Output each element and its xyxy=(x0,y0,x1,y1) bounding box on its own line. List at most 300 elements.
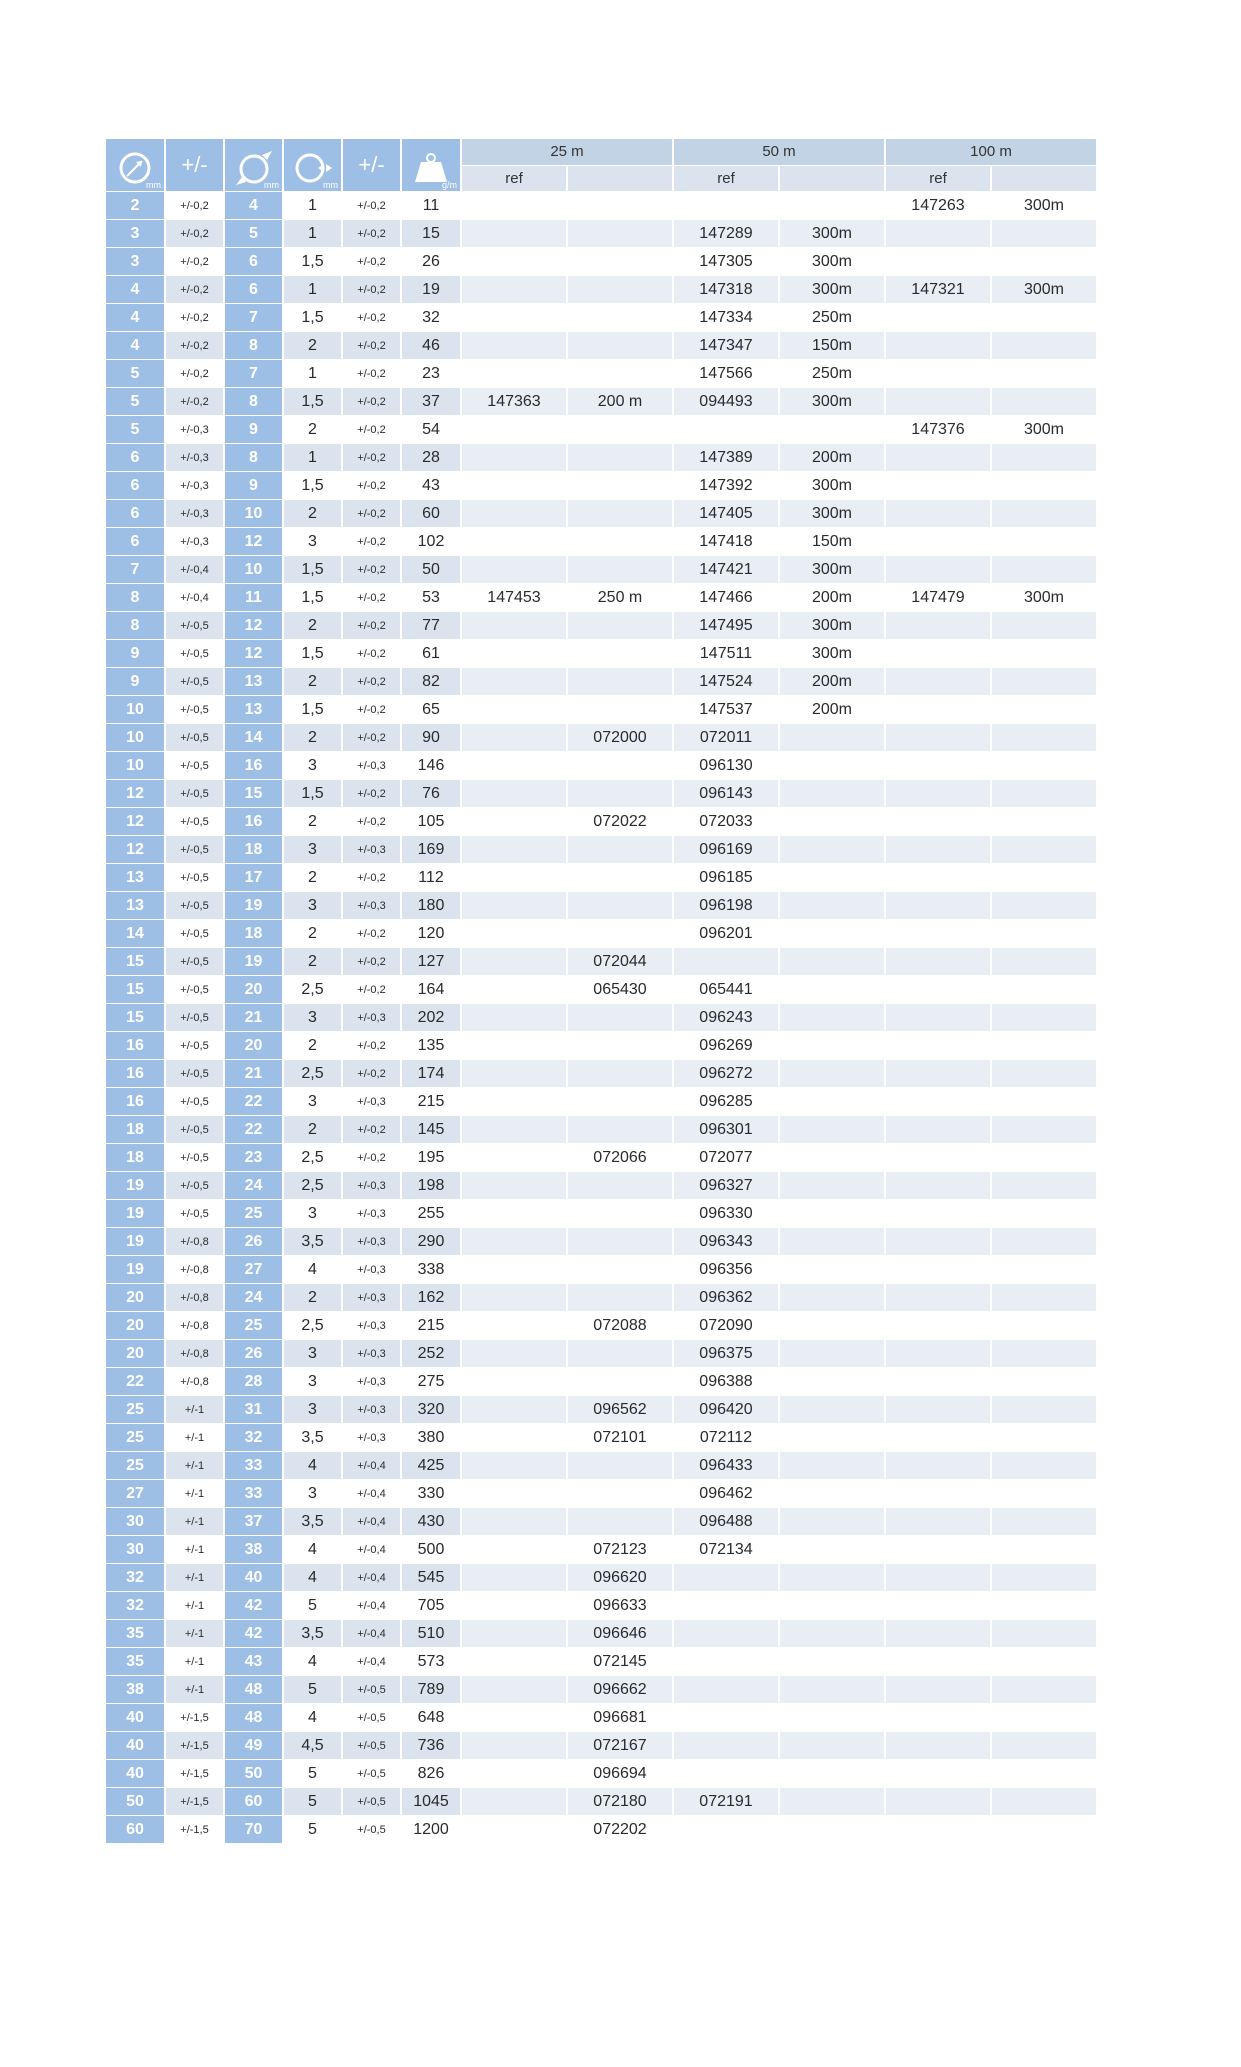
cell-length-25m: 096646 xyxy=(568,1620,672,1647)
cell-inner-tolerance: +/-0,5 xyxy=(166,1116,223,1143)
cell-wall-tolerance: +/-0,2 xyxy=(343,472,400,499)
cell-inner-tolerance: +/-0,2 xyxy=(166,248,223,275)
cell-inner-tolerance: +/-0,8 xyxy=(166,1340,223,1367)
cell-length-100m xyxy=(992,920,1096,947)
cell-wall-tolerance: +/-0,3 xyxy=(343,1424,400,1451)
cell-wall-tolerance: +/-0,2 xyxy=(343,248,400,275)
cell-length-100m xyxy=(992,1116,1096,1143)
cell-length-50m xyxy=(780,1004,884,1031)
cell-wall-tolerance: +/-0,2 xyxy=(343,1032,400,1059)
table-row xyxy=(106,528,1096,555)
cell-ref-50m: 096130 xyxy=(674,752,778,779)
cell-outer-diameter: 20 xyxy=(225,1032,282,1059)
cell-ref-100m xyxy=(886,1788,990,1815)
cell-outer-diameter: 12 xyxy=(225,528,282,555)
cell-length-25m xyxy=(568,780,672,807)
cell-weight: 195 xyxy=(402,1144,460,1171)
cell-length-100m: 300m xyxy=(992,276,1096,303)
cell-outer-diameter: 20 xyxy=(225,976,282,1003)
cell-wall-thickness: 1,5 xyxy=(284,304,341,331)
cell-ref-100m xyxy=(886,808,990,835)
cell-ref-100m xyxy=(886,1424,990,1451)
cell-length-25m xyxy=(568,500,672,527)
cell-wall-thickness: 3 xyxy=(284,1368,341,1395)
cell-wall-tolerance: +/-0,3 xyxy=(343,1396,400,1423)
cell-inner-tolerance: +/-1,5 xyxy=(166,1732,223,1759)
cell-weight: 736 xyxy=(402,1732,460,1759)
cell-weight: 53 xyxy=(402,584,460,611)
cell-outer-diameter: 8 xyxy=(225,444,282,471)
cell-length-50m: 300m xyxy=(780,388,884,415)
cell-ref-50m: 096488 xyxy=(674,1508,778,1535)
cell-length-50m xyxy=(780,920,884,947)
cell-ref-25m xyxy=(462,1368,566,1395)
cell-ref-100m xyxy=(886,528,990,555)
cell-ref-50m: 096330 xyxy=(674,1200,778,1227)
cell-outer-diameter: 21 xyxy=(225,1004,282,1031)
cell-wall-tolerance: +/-0,3 xyxy=(343,836,400,863)
cell-wall-thickness: 4 xyxy=(284,1256,341,1283)
cell-wall-thickness: 3 xyxy=(284,1340,341,1367)
cell-length-100m xyxy=(992,752,1096,779)
cell-ref-25m xyxy=(462,444,566,471)
cell-ref-25m xyxy=(462,500,566,527)
cell-length-25m xyxy=(568,248,672,275)
table-row xyxy=(106,1536,1096,1563)
cell-outer-diameter: 8 xyxy=(225,388,282,415)
cell-length-100m xyxy=(992,864,1096,891)
cell-outer-diameter: 7 xyxy=(225,360,282,387)
cell-length-50m xyxy=(780,808,884,835)
cell-weight: 430 xyxy=(402,1508,460,1535)
cell-ref-50m: 147566 xyxy=(674,360,778,387)
cell-ref-25m xyxy=(462,1676,566,1703)
cell-ref-50m: 065441 xyxy=(674,976,778,1003)
cell-ref-100m: 147479 xyxy=(886,584,990,611)
cell-inner-tolerance: +/-0,5 xyxy=(166,668,223,695)
inner-diameter-unit: mm xyxy=(146,180,161,190)
cell-outer-diameter: 49 xyxy=(225,1732,282,1759)
cell-ref-25m xyxy=(462,1648,566,1675)
cell-outer-diameter: 27 xyxy=(225,1256,282,1283)
cell-length-50m: 300m xyxy=(780,276,884,303)
cell-weight: 510 xyxy=(402,1620,460,1647)
cell-length-100m xyxy=(992,1480,1096,1507)
cell-weight: 146 xyxy=(402,752,460,779)
cell-ref-25m xyxy=(462,528,566,555)
cell-inner-diameter: 35 xyxy=(106,1620,164,1647)
cell-length-50m: 300m xyxy=(780,472,884,499)
tolerance-label-1: +/- xyxy=(181,152,208,177)
cell-length-50m: 200m xyxy=(780,668,884,695)
cell-wall-tolerance: +/-0,2 xyxy=(343,640,400,667)
cell-length-25m: 200 m xyxy=(568,388,672,415)
cell-length-100m xyxy=(992,444,1096,471)
cell-inner-diameter: 5 xyxy=(106,416,164,443)
table-row xyxy=(106,1732,1096,1759)
cell-ref-100m xyxy=(886,1732,990,1759)
cell-wall-tolerance: +/-0,2 xyxy=(343,864,400,891)
table-row xyxy=(106,1172,1096,1199)
cell-length-50m xyxy=(780,1760,884,1787)
cell-inner-tolerance: +/-0,5 xyxy=(166,836,223,863)
cell-ref-50m: 096420 xyxy=(674,1396,778,1423)
cell-ref-100m xyxy=(886,612,990,639)
cell-inner-diameter: 16 xyxy=(106,1060,164,1087)
cell-inner-tolerance: +/-0,3 xyxy=(166,472,223,499)
cell-outer-diameter: 16 xyxy=(225,752,282,779)
table-row xyxy=(106,1592,1096,1619)
cell-length-100m xyxy=(992,1368,1096,1395)
cell-ref-50m: 147537 xyxy=(674,696,778,723)
cell-inner-diameter: 20 xyxy=(106,1312,164,1339)
cell-length-100m xyxy=(992,724,1096,751)
cell-wall-thickness: 1 xyxy=(284,360,341,387)
cell-length-100m xyxy=(992,1620,1096,1647)
cell-length-25m: 072202 xyxy=(568,1816,672,1843)
cell-ref-100m xyxy=(886,1340,990,1367)
cell-outer-diameter: 9 xyxy=(225,472,282,499)
cell-length-25m xyxy=(568,892,672,919)
cell-wall-thickness: 1,5 xyxy=(284,780,341,807)
cell-length-25m xyxy=(568,304,672,331)
cell-length-100m xyxy=(992,332,1096,359)
cell-length-25m: 096633 xyxy=(568,1592,672,1619)
cell-inner-diameter: 14 xyxy=(106,920,164,947)
cell-wall-tolerance: +/-0,3 xyxy=(343,1312,400,1339)
cell-length-50m xyxy=(780,1368,884,1395)
cell-length-50m xyxy=(780,1340,884,1367)
cell-wall-tolerance: +/-0,2 xyxy=(343,948,400,975)
cell-ref-50m: 072090 xyxy=(674,1312,778,1339)
cell-wall-tolerance: +/-0,4 xyxy=(343,1508,400,1535)
cell-wall-thickness: 2 xyxy=(284,612,341,639)
cell-inner-tolerance: +/-0,2 xyxy=(166,360,223,387)
table-row xyxy=(106,948,1096,975)
cell-ref-25m xyxy=(462,1592,566,1619)
cell-wall-tolerance: +/-0,3 xyxy=(343,1368,400,1395)
cell-length-50m xyxy=(780,1088,884,1115)
cell-weight: 330 xyxy=(402,1480,460,1507)
cell-weight: 215 xyxy=(402,1088,460,1115)
cell-inner-tolerance: +/-1 xyxy=(166,1452,223,1479)
cell-length-100m xyxy=(992,1564,1096,1591)
cell-wall-thickness: 3 xyxy=(284,528,341,555)
table-row xyxy=(106,276,1096,303)
cell-inner-diameter: 6 xyxy=(106,444,164,471)
cell-wall-thickness: 4 xyxy=(284,1536,341,1563)
cell-wall-thickness: 1,5 xyxy=(284,696,341,723)
cell-ref-100m xyxy=(886,864,990,891)
cell-length-25m xyxy=(568,528,672,555)
cell-wall-tolerance: +/-0,3 xyxy=(343,1340,400,1367)
cell-inner-tolerance: +/-1 xyxy=(166,1508,223,1535)
cell-ref-50m: 147392 xyxy=(674,472,778,499)
cell-ref-25m xyxy=(462,1256,566,1283)
cell-length-50m xyxy=(780,1396,884,1423)
table-row xyxy=(106,1116,1096,1143)
cell-ref-25m xyxy=(462,920,566,947)
cell-ref-50m xyxy=(674,1676,778,1703)
cell-weight: 202 xyxy=(402,1004,460,1031)
cell-outer-diameter: 15 xyxy=(225,780,282,807)
cell-inner-diameter: 6 xyxy=(106,472,164,499)
cell-wall-thickness: 1 xyxy=(284,444,341,471)
cell-wall-thickness: 2 xyxy=(284,416,341,443)
cell-ref-100m: 147321 xyxy=(886,276,990,303)
cell-length-25m xyxy=(568,1284,672,1311)
cell-inner-diameter: 19 xyxy=(106,1200,164,1227)
cell-ref-25m xyxy=(462,1032,566,1059)
cell-inner-diameter: 18 xyxy=(106,1116,164,1143)
cell-wall-thickness: 2 xyxy=(284,808,341,835)
table-row xyxy=(106,248,1096,275)
cell-inner-tolerance: +/-0,5 xyxy=(166,892,223,919)
cell-length-50m xyxy=(780,1592,884,1619)
cell-inner-tolerance: +/-0,5 xyxy=(166,780,223,807)
cell-ref-50m: 072011 xyxy=(674,724,778,751)
cell-inner-tolerance: +/-0,5 xyxy=(166,1032,223,1059)
cell-length-100m xyxy=(992,556,1096,583)
cell-wall-tolerance: +/-0,3 xyxy=(343,1200,400,1227)
cell-wall-tolerance: +/-0,2 xyxy=(343,192,400,219)
cell-ref-25m xyxy=(462,892,566,919)
cell-inner-tolerance: +/-1 xyxy=(166,1424,223,1451)
cell-length-25m xyxy=(568,472,672,499)
cell-ref-100m xyxy=(886,948,990,975)
cell-length-100m xyxy=(992,1788,1096,1815)
table-row xyxy=(106,1480,1096,1507)
cell-length-50m xyxy=(780,976,884,1003)
cell-ref-50m: 147318 xyxy=(674,276,778,303)
cell-length-50m xyxy=(780,892,884,919)
cell-ref-50m: 147466 xyxy=(674,584,778,611)
cell-inner-diameter: 18 xyxy=(106,1144,164,1171)
table-row xyxy=(106,1256,1096,1283)
cell-ref-100m xyxy=(886,696,990,723)
cell-ref-50m: 096143 xyxy=(674,780,778,807)
table-row xyxy=(106,1032,1096,1059)
table-row xyxy=(106,1760,1096,1787)
cell-ref-100m xyxy=(886,1228,990,1255)
table-row xyxy=(106,920,1096,947)
cell-length-25m xyxy=(568,1060,672,1087)
cell-inner-diameter: 40 xyxy=(106,1760,164,1787)
cell-ref-50m: 096185 xyxy=(674,864,778,891)
cell-outer-diameter: 25 xyxy=(225,1200,282,1227)
table-row xyxy=(106,836,1096,863)
cell-length-25m xyxy=(568,1032,672,1059)
cell-wall-tolerance: +/-0,5 xyxy=(343,1788,400,1815)
cell-wall-thickness: 5 xyxy=(284,1676,341,1703)
cell-ref-100m xyxy=(886,556,990,583)
table-row xyxy=(106,1788,1096,1815)
cell-ref-25m xyxy=(462,836,566,863)
cell-wall-tolerance: +/-0,2 xyxy=(343,724,400,751)
cell-length-100m xyxy=(992,1004,1096,1031)
cell-length-25m xyxy=(568,1480,672,1507)
cell-ref-50m xyxy=(674,1732,778,1759)
cell-inner-diameter: 32 xyxy=(106,1564,164,1591)
cell-inner-diameter: 4 xyxy=(106,304,164,331)
cell-ref-100m xyxy=(886,444,990,471)
cell-length-50m: 300m xyxy=(780,500,884,527)
cell-wall-tolerance: +/-0,2 xyxy=(343,276,400,303)
cell-length-100m xyxy=(992,1256,1096,1283)
table-row xyxy=(106,500,1096,527)
cell-length-25m xyxy=(568,1340,672,1367)
cell-weight: 135 xyxy=(402,1032,460,1059)
table-row xyxy=(106,808,1096,835)
cell-length-100m xyxy=(992,1172,1096,1199)
cell-wall-thickness: 3,5 xyxy=(284,1620,341,1647)
ref-label-25m: ref xyxy=(462,166,566,192)
cell-ref-25m xyxy=(462,360,566,387)
cell-wall-tolerance: +/-0,2 xyxy=(343,332,400,359)
cell-weight: 26 xyxy=(402,248,460,275)
cell-length-50m: 200m xyxy=(780,584,884,611)
cell-ref-50m: 147334 xyxy=(674,304,778,331)
cell-ref-25m xyxy=(462,1704,566,1731)
cell-inner-tolerance: +/-0,5 xyxy=(166,1004,223,1031)
cell-ref-100m xyxy=(886,976,990,1003)
cell-inner-tolerance: +/-0,3 xyxy=(166,416,223,443)
cell-outer-diameter: 40 xyxy=(225,1564,282,1591)
cell-outer-diameter: 12 xyxy=(225,612,282,639)
cell-ref-50m: 096243 xyxy=(674,1004,778,1031)
cell-ref-100m xyxy=(886,1116,990,1143)
cell-ref-25m xyxy=(462,248,566,275)
cell-inner-tolerance: +/-0,8 xyxy=(166,1256,223,1283)
cell-outer-diameter: 18 xyxy=(225,920,282,947)
cell-length-100m xyxy=(992,808,1096,835)
cell-weight: 61 xyxy=(402,640,460,667)
cell-inner-diameter: 12 xyxy=(106,780,164,807)
cell-length-50m xyxy=(780,1676,884,1703)
cell-weight: 60 xyxy=(402,500,460,527)
table-row xyxy=(106,780,1096,807)
cell-ref-25m xyxy=(462,752,566,779)
cell-length-50m xyxy=(780,1060,884,1087)
cell-wall-thickness: 3 xyxy=(284,1200,341,1227)
tube-size-table xyxy=(104,138,1098,1844)
cell-wall-thickness: 2 xyxy=(284,948,341,975)
cell-weight: 19 xyxy=(402,276,460,303)
cell-length-100m xyxy=(992,528,1096,555)
cell-wall-tolerance: +/-0,5 xyxy=(343,1732,400,1759)
cell-wall-tolerance: +/-0,2 xyxy=(343,304,400,331)
sub-blank xyxy=(568,166,672,192)
cell-ref-100m xyxy=(886,1592,990,1619)
cell-weight: 255 xyxy=(402,1200,460,1227)
cell-weight: 28 xyxy=(402,444,460,471)
cell-inner-diameter: 7 xyxy=(106,556,164,583)
cell-length-25m xyxy=(568,1004,672,1031)
cell-ref-50m: 094493 xyxy=(674,388,778,415)
cell-weight: 174 xyxy=(402,1060,460,1087)
cell-ref-100m xyxy=(886,836,990,863)
cell-inner-tolerance: +/-1 xyxy=(166,1480,223,1507)
cell-ref-100m xyxy=(886,1760,990,1787)
cell-ref-25m: 147363 xyxy=(462,388,566,415)
cell-length-25m xyxy=(568,1368,672,1395)
cell-ref-100m xyxy=(886,1200,990,1227)
cell-inner-tolerance: +/-1 xyxy=(166,1620,223,1647)
cell-weight: 500 xyxy=(402,1536,460,1563)
cell-outer-diameter: 16 xyxy=(225,808,282,835)
table-row xyxy=(106,472,1096,499)
weight-header xyxy=(402,139,460,191)
cell-length-25m xyxy=(568,696,672,723)
cell-length-100m xyxy=(992,220,1096,247)
cell-ref-50m: 096375 xyxy=(674,1340,778,1367)
cell-inner-tolerance: +/-0,5 xyxy=(166,696,223,723)
ref-label-100m: ref xyxy=(886,166,990,192)
table-row xyxy=(106,332,1096,359)
cell-inner-tolerance: +/-1,5 xyxy=(166,1788,223,1815)
table-row xyxy=(106,1816,1096,1843)
cell-weight: 77 xyxy=(402,612,460,639)
cell-weight: 215 xyxy=(402,1312,460,1339)
cell-inner-tolerance: +/-0,5 xyxy=(166,752,223,779)
cell-length-100m xyxy=(992,500,1096,527)
cell-wall-thickness: 5 xyxy=(284,1760,341,1787)
cell-length-50m xyxy=(780,948,884,975)
cell-length-50m xyxy=(780,1480,884,1507)
cell-ref-50m: 096301 xyxy=(674,1116,778,1143)
table-row xyxy=(106,416,1096,443)
table-row xyxy=(106,444,1096,471)
cell-length-100m: 300m xyxy=(992,416,1096,443)
cell-inner-tolerance: +/-0,5 xyxy=(166,640,223,667)
cell-outer-diameter: 50 xyxy=(225,1760,282,1787)
cell-length-100m xyxy=(992,948,1096,975)
cell-ref-100m xyxy=(886,500,990,527)
cell-wall-thickness: 4,5 xyxy=(284,1732,341,1759)
cell-ref-50m: 147524 xyxy=(674,668,778,695)
cell-ref-100m xyxy=(886,1284,990,1311)
cell-wall-tolerance: +/-0,2 xyxy=(343,500,400,527)
cell-ref-25m xyxy=(462,1788,566,1815)
cell-ref-25m xyxy=(462,192,566,219)
cell-length-50m xyxy=(780,1116,884,1143)
cell-length-50m xyxy=(780,864,884,891)
cell-length-50m xyxy=(780,1228,884,1255)
cell-outer-diameter: 5 xyxy=(225,220,282,247)
cell-inner-tolerance: +/-0,2 xyxy=(166,192,223,219)
cell-ref-100m xyxy=(886,388,990,415)
cell-outer-diameter: 21 xyxy=(225,1060,282,1087)
cell-weight: 1045 xyxy=(402,1788,460,1815)
cell-ref-50m xyxy=(674,1564,778,1591)
cell-length-25m xyxy=(568,1228,672,1255)
cell-length-25m xyxy=(568,1116,672,1143)
cell-ref-50m: 072191 xyxy=(674,1788,778,1815)
cell-outer-diameter: 10 xyxy=(225,500,282,527)
cell-ref-50m: 147405 xyxy=(674,500,778,527)
cell-weight: 50 xyxy=(402,556,460,583)
cell-wall-thickness: 5 xyxy=(284,1816,341,1843)
table-row xyxy=(106,1200,1096,1227)
cell-inner-diameter: 6 xyxy=(106,500,164,527)
outer-diameter-unit: mm xyxy=(264,180,279,190)
cell-weight: 90 xyxy=(402,724,460,751)
cell-outer-diameter: 26 xyxy=(225,1228,282,1255)
cell-length-100m xyxy=(992,780,1096,807)
cell-outer-diameter: 13 xyxy=(225,696,282,723)
cell-length-50m xyxy=(780,780,884,807)
cell-wall-tolerance: +/-0,2 xyxy=(343,528,400,555)
